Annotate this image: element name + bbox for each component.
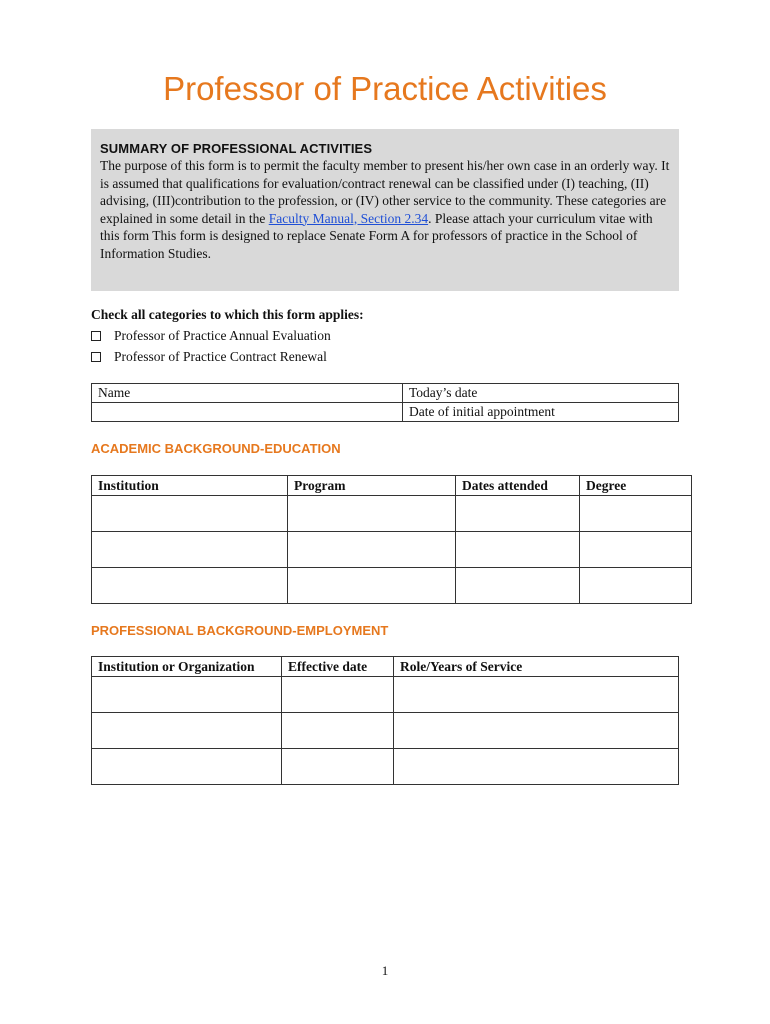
contract-renewal-checkbox[interactable] (91, 352, 101, 362)
table-cell[interactable] (580, 496, 692, 532)
column-header-dates-attended: Dates attended (456, 476, 580, 496)
table-cell[interactable] (92, 749, 282, 785)
initial-appointment-label: Date of initial appointment (409, 404, 555, 419)
employment-heading: PROFESSIONAL BACKGROUND-EMPLOYMENT (91, 623, 389, 638)
employment-table (91, 656, 679, 785)
table-cell[interactable] (456, 532, 580, 568)
table-cell[interactable] (288, 568, 456, 604)
page-number: 1 (381, 963, 389, 978)
table-row (92, 403, 679, 422)
column-header-program: Program (288, 476, 456, 496)
column-header-degree: Degree (580, 476, 692, 496)
table-row (92, 532, 692, 568)
table-row (92, 496, 692, 532)
table-cell[interactable] (288, 532, 456, 568)
column-header-institution-or-organization: Institution or Organization (92, 657, 282, 677)
name-field[interactable] (92, 384, 403, 403)
table-cell[interactable] (394, 713, 679, 749)
table-cell[interactable] (92, 713, 282, 749)
column-header-institution: Institution (92, 476, 288, 496)
summary-text-before-link: The purpose of this form is to permit the faculty member to present his/her own case in an orderly way. It is assumed that qualifications for evaluation/contract renewal can be classified under (I) teaching, (II) advising, (III)contribution to the profession, or (IV) other service to the community. These categories are explained in some detail in the (100, 158, 670, 226)
name-date-table (91, 383, 679, 422)
name-extra-field[interactable] (92, 403, 403, 422)
education-heading: ACADEMIC BACKGROUND-EDUCATION (91, 441, 341, 456)
table-cell[interactable] (282, 713, 394, 749)
table-row (92, 749, 679, 785)
todays-date-field[interactable] (403, 384, 679, 403)
table-row (92, 384, 679, 403)
table-cell[interactable] (92, 532, 288, 568)
faculty-manual-link[interactable]: Faculty Manual, Section 2.34 (268, 210, 429, 226)
table-cell[interactable] (456, 568, 580, 604)
table-cell[interactable] (580, 568, 692, 604)
annual-evaluation-checkbox[interactable] (91, 331, 101, 341)
table-cell[interactable] (92, 496, 288, 532)
table-cell[interactable] (394, 749, 679, 785)
table-row (92, 568, 692, 604)
category-option-annual-evaluation[interactable] (91, 325, 364, 346)
table-cell[interactable] (456, 496, 580, 532)
table-cell[interactable] (282, 749, 394, 785)
todays-date-label: Today’s date (409, 385, 478, 400)
categories-heading: Check all categories to which this form applies: (91, 307, 364, 322)
table-header-row (92, 657, 679, 677)
table-cell[interactable] (394, 677, 679, 713)
table-cell[interactable] (288, 496, 456, 532)
initial-appointment-field[interactable] (403, 403, 679, 422)
table-row (92, 713, 679, 749)
column-header-role-years: Role/Years of Service (394, 657, 679, 677)
page-title: Professor of Practice Activities (163, 70, 607, 107)
table-cell[interactable] (580, 532, 692, 568)
table-row (92, 677, 679, 713)
column-header-effective-date: Effective date (282, 657, 394, 677)
categories-section (91, 307, 364, 367)
table-cell[interactable] (92, 677, 282, 713)
annual-evaluation-label: Professor of Practice Annual Evaluation (114, 328, 331, 343)
table-cell[interactable] (282, 677, 394, 713)
education-table (91, 475, 692, 604)
summary-heading: SUMMARY OF PROFESSIONAL ACTIVITIES (100, 141, 373, 156)
table-header-row (92, 476, 692, 496)
summary-body (100, 157, 671, 262)
summary-text-after-link: . Please attach your curriculum vitae with this form This form is designed to replace Senate Form A for professors of practice in the School of Information Studies. (100, 210, 653, 261)
table-cell[interactable] (92, 568, 288, 604)
contract-renewal-label: Professor of Practice Contract Renewal (114, 349, 327, 364)
name-label: Name (98, 385, 131, 400)
category-option-contract-renewal[interactable] (91, 346, 364, 367)
summary-box (91, 129, 679, 291)
